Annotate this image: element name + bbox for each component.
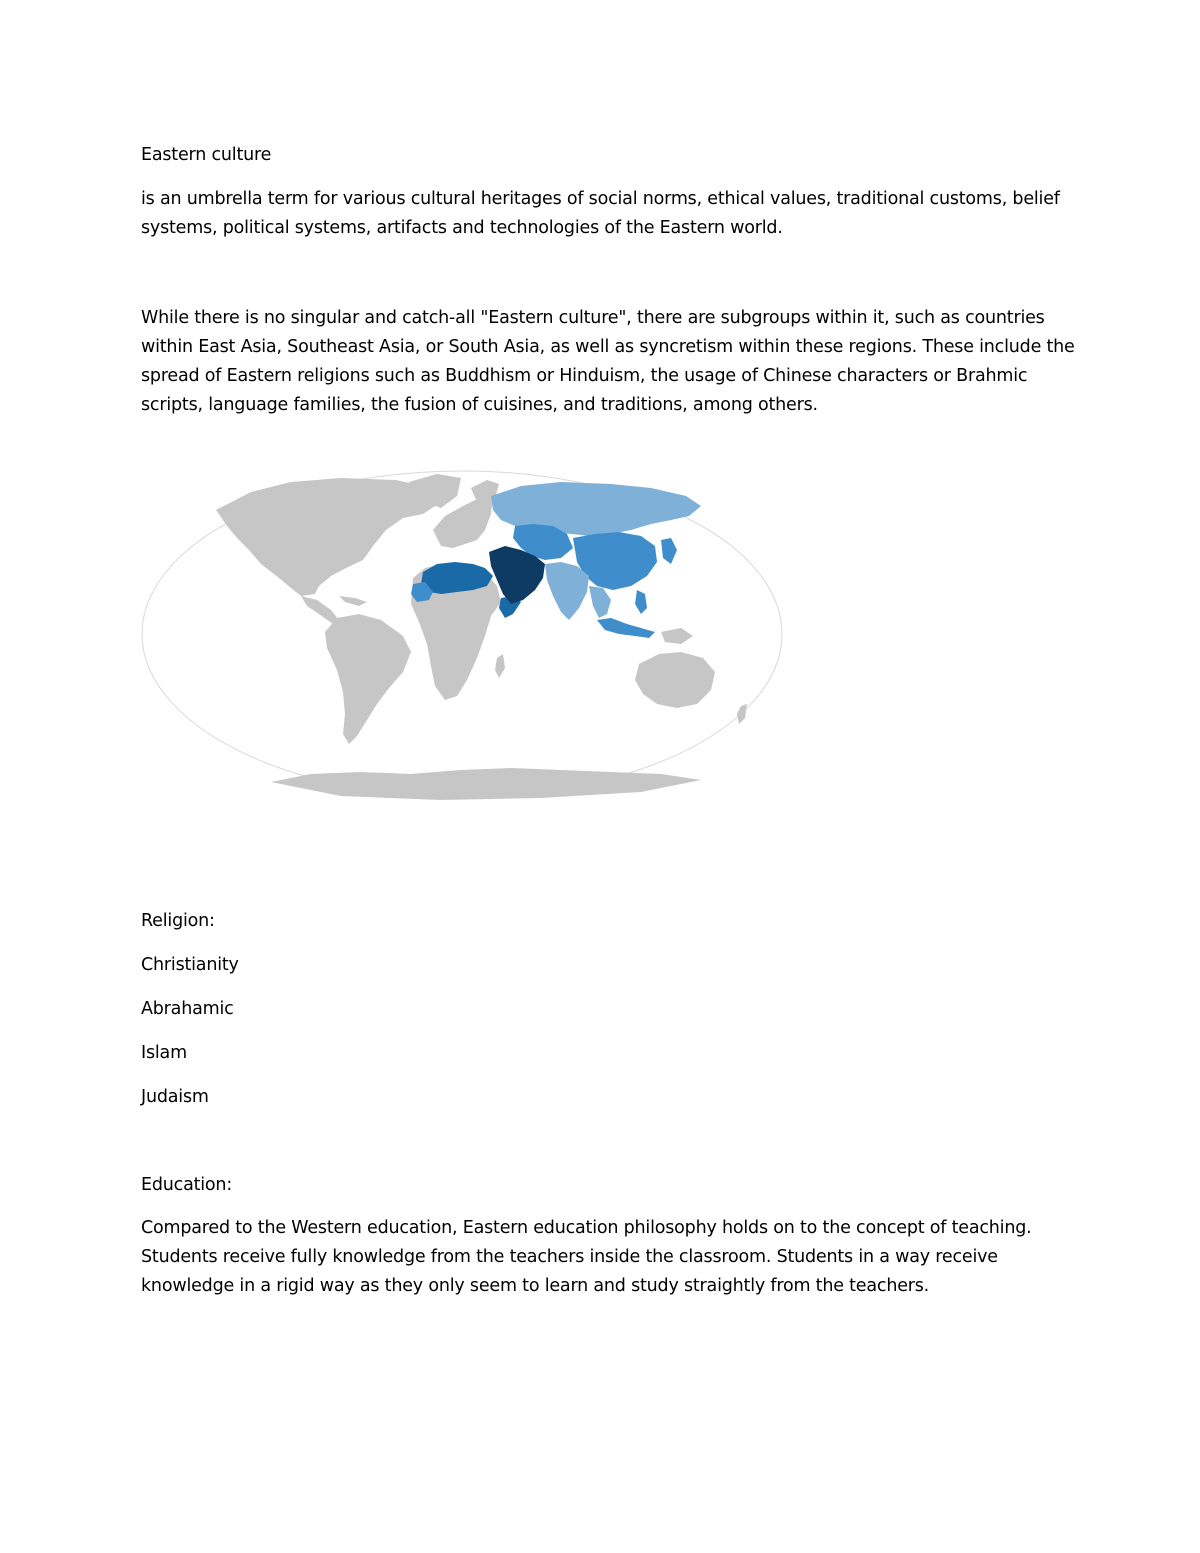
world-map-image	[141, 468, 783, 804]
religion-item: Abrahamic	[141, 999, 234, 1019]
subgroups-paragraph: While there is no singular and catch-all "Eastern culture", there are subgroups within it, such as countries within East Asia, Southeast Asia, or South Asia, as well as syncretism within these regions. These include the spread of Eastern religions such as Buddhism or Hinduism, the usage of Chinese characters or Brahmic scripts, language families, the fusion of cuisines, and traditions, among others.	[141, 308, 1075, 415]
intro-paragraph: is an umbrella term for various cultural heritages of social norms, ethical values, traditional customs, belief systems, political systems, artifacts and technologies of the Eastern world.	[141, 189, 1060, 238]
religion-heading: Religion:	[141, 911, 215, 931]
world-map-svg	[141, 468, 783, 804]
religion-item: Judaism	[141, 1087, 209, 1107]
education-paragraph: Compared to the Western education, Eastern education philosophy holds on to the concept of teaching. Students receive fully knowledge from the teachers inside the classroom. Students in a way receive knowledge in a rigid way as they only seem to learn and study straightly from the teachers.	[141, 1218, 1032, 1296]
religion-item: Islam	[141, 1043, 187, 1063]
education-heading: Education:	[141, 1175, 233, 1195]
document-title: Eastern culture	[141, 145, 272, 165]
religion-item: Christianity	[141, 955, 239, 975]
